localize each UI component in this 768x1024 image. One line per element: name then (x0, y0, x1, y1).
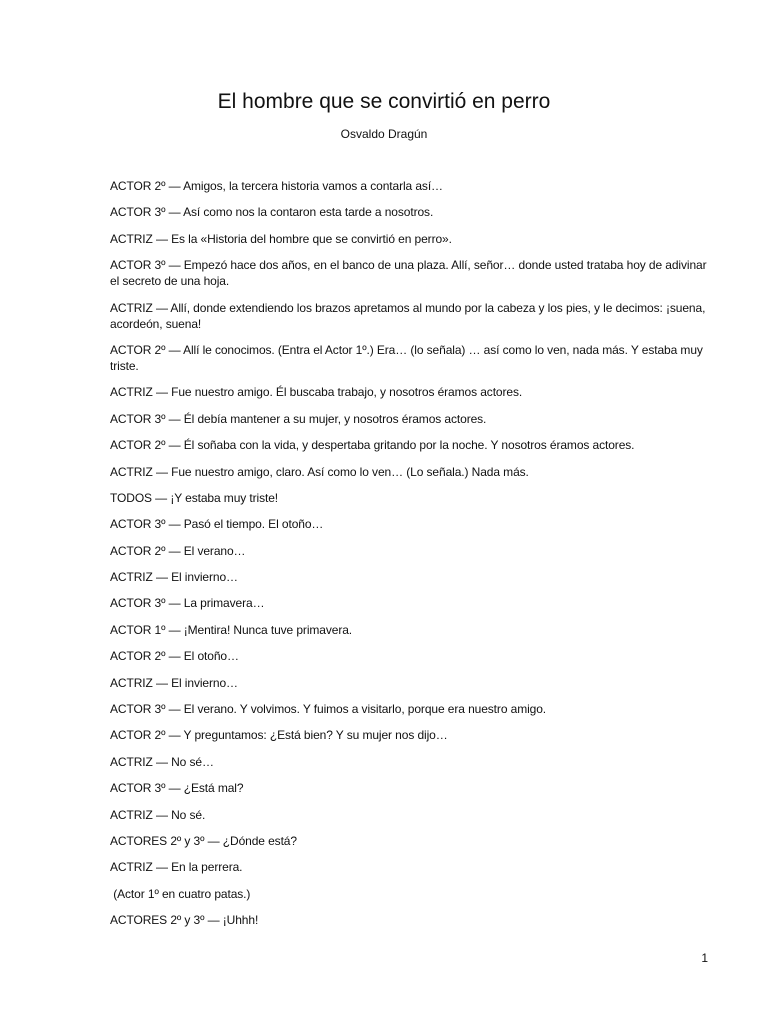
dialogue-line: ACTRIZ — El invierno… (110, 570, 238, 585)
dialogue-line: ACTRIZ — Es la «Historia del hombre que se convirtió en perro». (110, 231, 452, 246)
dialogue-line: ACTRIZ — Fue nuestro amigo. Él buscaba trabajo, y nosotros éramos actores. (110, 385, 523, 400)
dialogue-line: ACTOR 1º — ¡Mentira! Nunca tuve primavera. (110, 622, 353, 637)
dialogue-line: ACTOR 3º — ¿Está mal? (110, 781, 244, 796)
stage-direction: (Actor 1º en cuatro patas.) (110, 886, 251, 901)
document-author: Osvaldo Dragún (340, 127, 428, 141)
dialogue-line: ACTRIZ — En la perrera. (110, 860, 243, 875)
dialogue-line: ACTOR 2º — El verano… (110, 543, 246, 558)
dialogue-line: ACTOR 2º — El otoño… (110, 649, 239, 664)
dialogue-line: ACTOR 3º — La primavera… (110, 596, 265, 611)
dialogue-line: ACTRIZ — No sé… (110, 754, 214, 769)
dialogue-line: ACTOR 2º — Amigos, la tercera historia vamos a contarla así… (110, 179, 443, 193)
dialogue-line: ACTRIZ — Allí, donde extendiendo los brazos apretamos al mundo por la cabeza y los pies, y le decimos: ¡suena, acordeón, suena! (110, 300, 706, 331)
dialogue-line: TODOS — ¡Y estaba muy triste! (110, 490, 279, 505)
dialogue-line: ACTOR 3º — Empezó hace dos años, en el banco de una plaza. Allí, señor… donde usted trataba hoy de adivinar el secreto de una hoja. (110, 258, 707, 289)
dialogue-line: ACTOR 3º — El verano. Y volvimos. Y fuimos a visitarlo, porque era nuestro amigo. (110, 702, 547, 717)
dialogue-line: ACTRIZ — No sé. (110, 807, 206, 822)
dialogue-line: ACTOR 3º — Pasó el tiempo. El otoño… (110, 517, 324, 532)
page-number: 1 (701, 951, 708, 965)
dialogue-line: ACTOR 3º — Él debía mantener a su mujer, y nosotros éramos actores. (110, 411, 487, 426)
dialogue-line: ACTOR 3º — Así como nos la contaron esta tarde a nosotros. (110, 205, 434, 220)
document-title: El hombre que se convirtió en perro (217, 90, 551, 113)
dialogue-line: ACTRIZ — El invierno… (110, 675, 238, 690)
dialogue-line: ACTOR 2º — Y preguntamos: ¿Está bien? Y su mujer nos dijo… (110, 728, 448, 743)
dialogue-line: ACTRIZ — Fue nuestro amigo, claro. Así como lo ven… (Lo señala.) Nada más. (110, 464, 529, 479)
dialogue-body (110, 178, 710, 939)
dialogue-line: ACTORES 2º y 3º — ¿Dónde está? (110, 833, 297, 848)
dialogue-line: ACTORES 2º y 3º — ¡Uhhh! (110, 913, 259, 928)
dialogue-line: ACTOR 2º — Allí le conocimos. (Entra el Actor 1º.) Era… (lo señala) … así como lo ven, nada más. Y estaba muy triste. (110, 342, 703, 373)
dialogue-line: ACTOR 2º — Él soñaba con la vida, y despertaba gritando por la noche. Y nosotros éramos actores. (110, 438, 635, 453)
